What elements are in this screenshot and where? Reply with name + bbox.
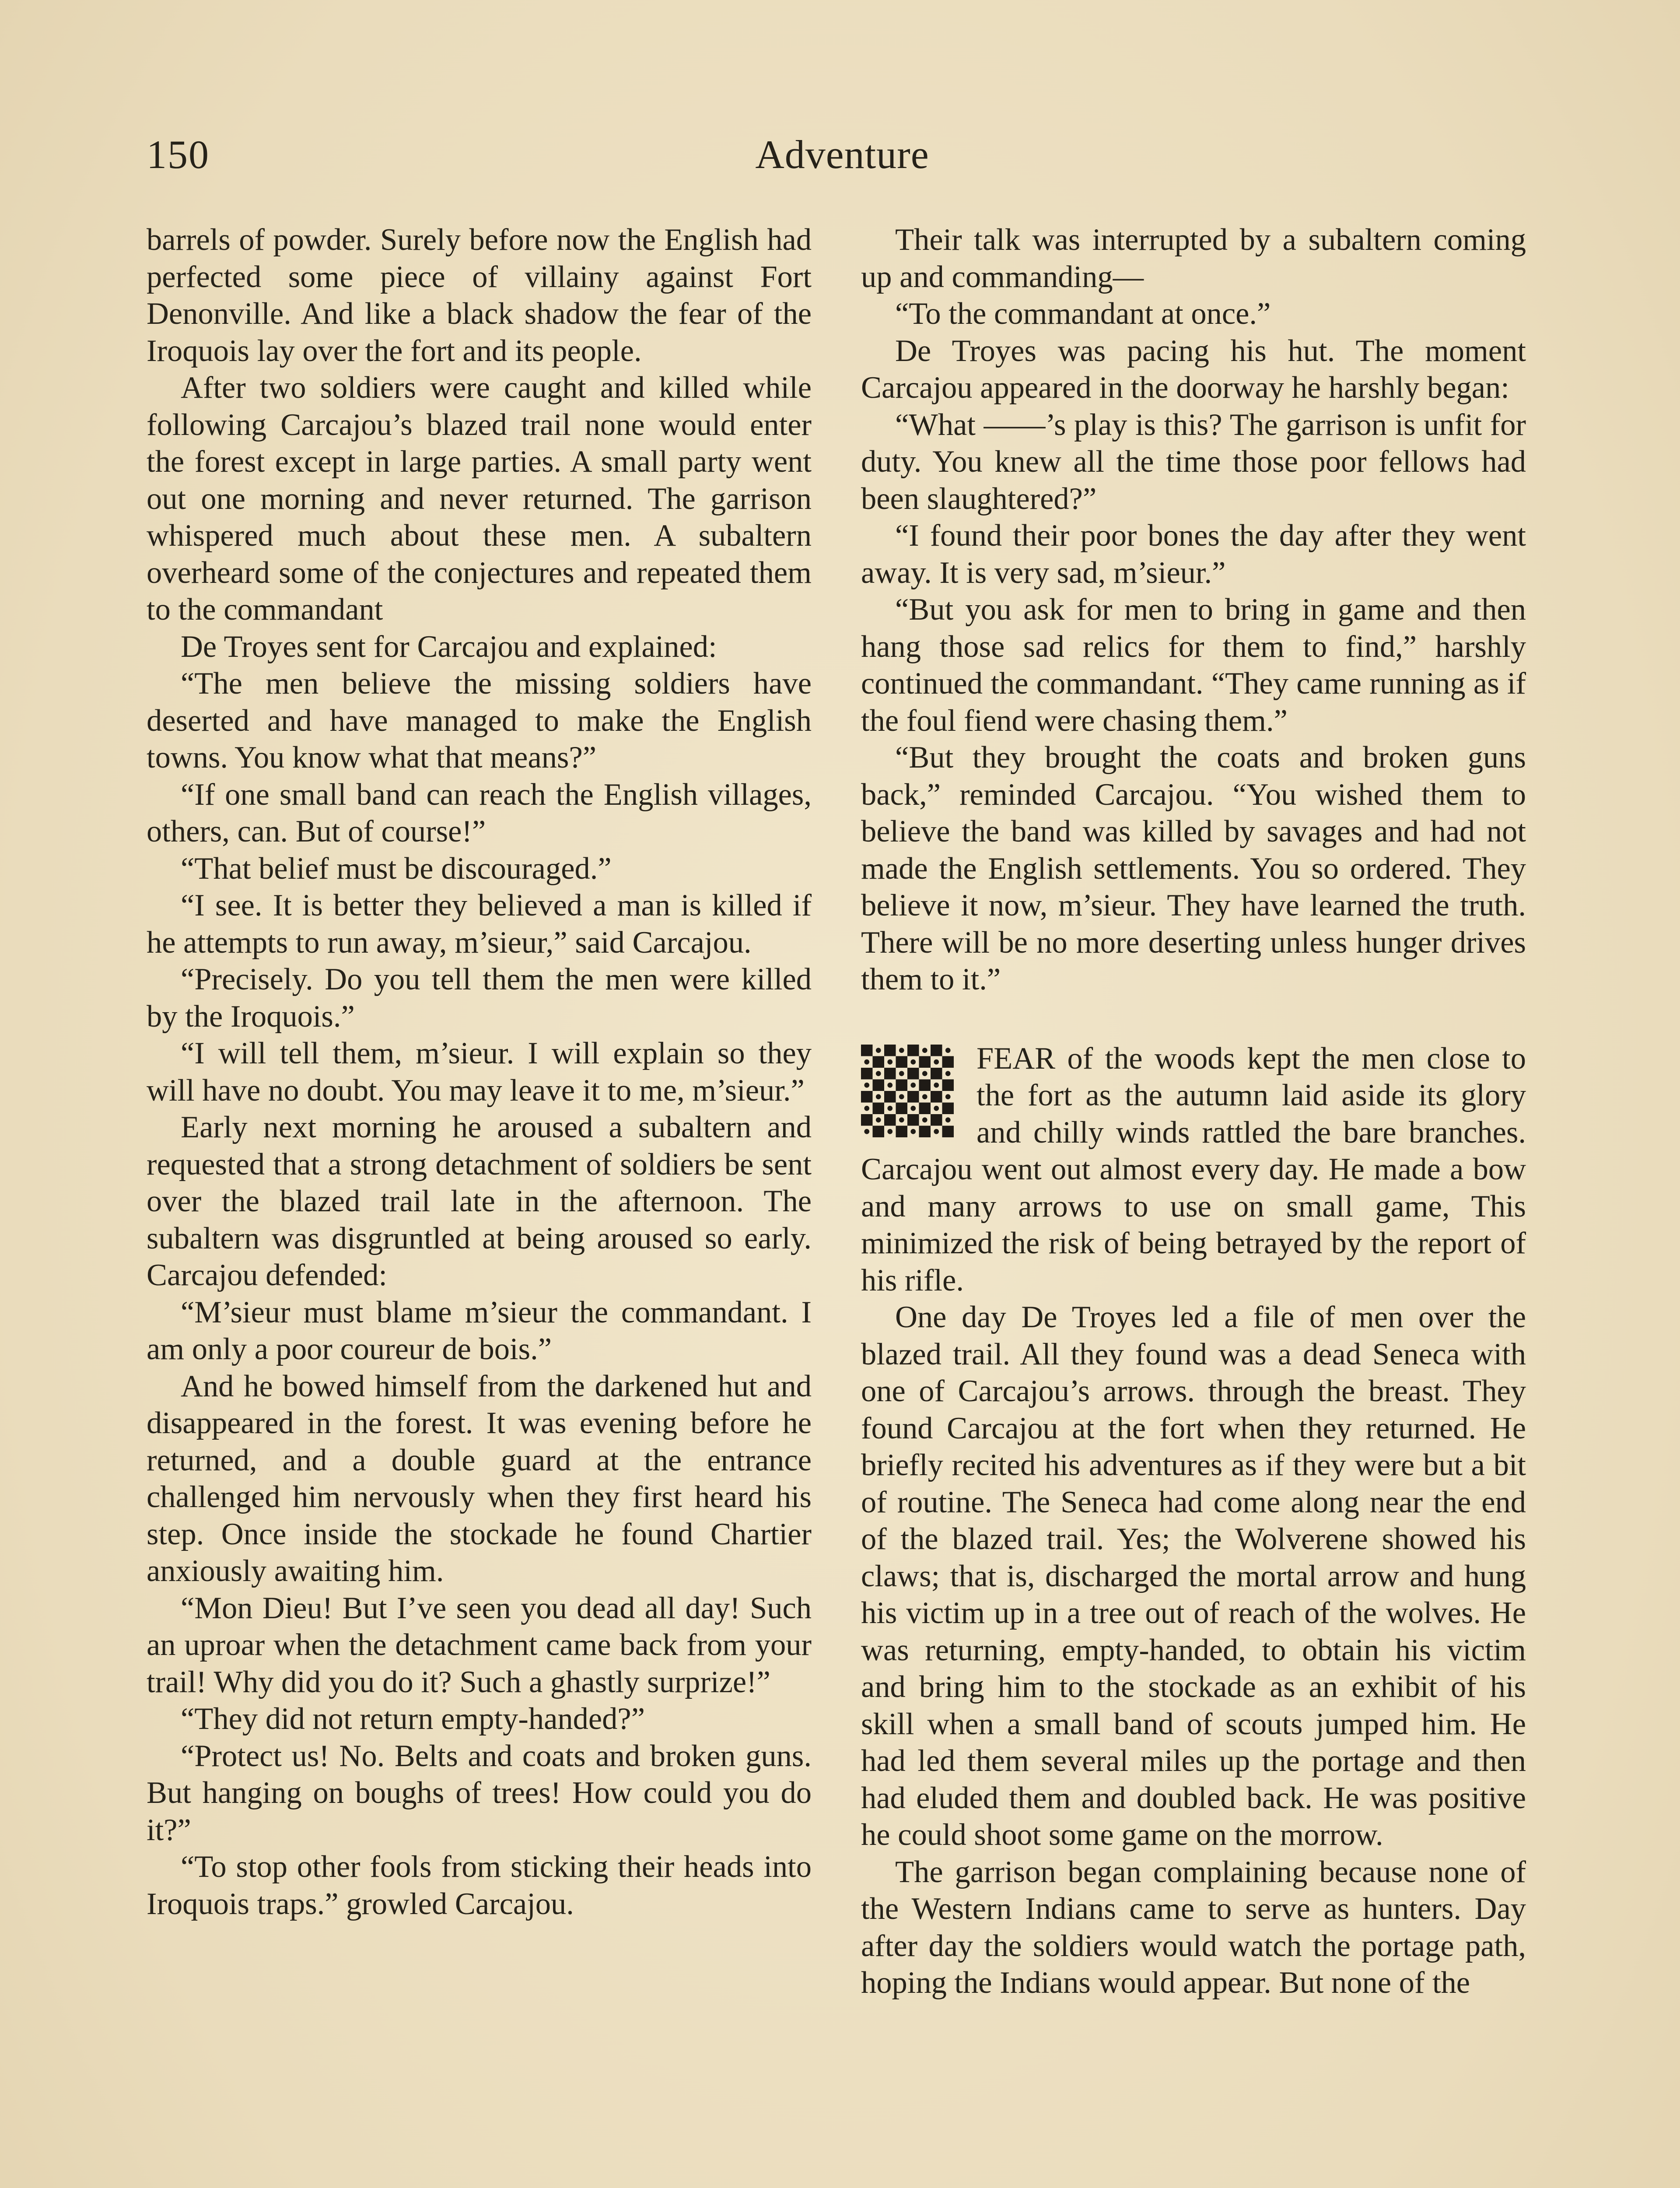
paragraph-text: barrels of powder. Surely before now the English had perfected some piece of villainy against Fort Denonville. And like a black shadow the fear of the Iroquois lay over the fort and its people. [147,223,812,368]
page-number: 150 [147,132,210,177]
paragraph-text: Their talk was interrupted by a subaltern coming up and commanding— [861,223,1526,294]
paragraph [147,628,812,666]
checkered-drop-cap-ornament-icon [861,1045,954,1137]
paragraph-text: “What ——’s play is this? The garrison is unfit for duty. You knew all the time those poor fellows had been slaughtered?” [861,407,1526,516]
paragraph-text: The garrison began complaining because none of the Western Indians came to serve as hunters. Day after day the soldiers would watch the portage path, hoping the Indians would appear. But none of the [861,1855,1526,2000]
paragraph-text: “If one small band can reach the English villages, others, can. But of course!” [147,777,812,849]
paragraph-text: FEAR of the woods kept the men close to the fort as the autumn laid aside its glory and chilly winds rattled the bare branches. Carcajou went out almost every day. He made a bow and many arrows to use on small game, This minimized the risk of being betrayed by the report of his rifle. [861,1041,1526,1297]
paragraph [147,1590,812,1701]
paragraph [147,850,812,887]
paragraph [861,333,1526,407]
paragraph [861,1299,1526,1854]
paragraph [147,221,812,369]
paragraph [147,1848,812,1922]
paragraph-text: After two soldiers were caught and killed while following Carcajou’s blazed trail none would enter the forest except in large parties. A small party went out one morning and never returned. The garrison whispered much about these men. A subaltern overheard some of the conjectures and repeated them to the commandant [147,371,812,627]
paragraph [147,1368,812,1590]
paragraph [861,1040,1526,1299]
paragraph [861,221,1526,295]
paragraph-text: “I see. It is better they believed a man is killed if he attempts to run away, m’sieur,” said Carcajou. [147,888,812,960]
right-text-column [861,221,1526,2002]
paragraph [147,1738,812,1849]
paragraph-text: One day De Troyes led a file of men over the blazed trail. All they found was a dead Seneca with one of Carcajou’s arrows. through the breast. They found Carcajou at the fort when they returned. He briefly recited his adventures as if they were but a bit of routine. The Seneca had come along near the end of the blazed trail. Yes; the Wolverene showed his claws; that is, discharged the mortal arrow and hung his victim up in a tree out of reach of the wolves. He was returning, empty-handed, to obtain his victim and bring him to the stockade as an exhibit of his skill when a small band of scouts jumped him. He had led them several miles up the portage and then had eluded them and doubled back. He was positive he could shoot some game on the morrow. [861,1300,1526,1852]
paragraph-text: And he bowed himself from the darkened hut and disappeared in the forest. It was evening before he returned, and a double guard at the entrance challenged him nervously when they first heard his step. Once inside the stockade he found Chartier anxiously awaiting him. [147,1369,812,1588]
paragraph [147,961,812,1035]
paragraph-text: “To stop other fools from sticking their heads into Iroquois traps.” growled Carcajou. [147,1850,812,1921]
paragraph [147,1294,812,1368]
paragraph [861,591,1526,739]
paragraph-text: Early next morning he aroused a subaltern and requested that a strong detachment of soldiers be sent over the blazed trail late in the afternoon. The subaltern was disgruntled at being aroused so early. Carcajou defended: [147,1110,812,1292]
paragraph [147,887,812,961]
paragraph-text: De Troyes sent for Carcajou and explained: [181,629,717,664]
paragraph [861,517,1526,591]
running-title: Adventure [755,132,929,177]
paragraph-text: “I found their poor bones the day after they went away. It is very sad, m’sieur.” [861,519,1526,590]
paragraph [147,665,812,776]
paragraph [861,739,1526,998]
paragraph [147,369,812,628]
paragraph-text: “M’sieur must blame m’sieur the commandant. I am only a poor coureur de bois.” [147,1295,812,1366]
paragraph-text: “That belief must be discouraged.” [181,851,612,886]
paragraph-text: “To the commandant at once.” [895,297,1271,331]
paragraph-text: “But you ask for men to bring in game and then hang those sad relics for them to find,” harshly continued the commandant. “They came running as if the foul fiend were chasing them.” [861,593,1526,738]
paragraph-text: De Troyes was pacing his hut. The moment Carcajou appeared in the doorway he harshly began: [861,333,1526,405]
paragraph [147,776,812,850]
page-header [147,131,1538,188]
paragraph-text: “They did not return empty-handed?” [181,1702,645,1736]
paragraph [861,407,1526,518]
paragraph [147,1109,812,1294]
paragraph-text: “I will tell them, m’sieur. I will explain so they will have no doubt. You may leave it to me, m’sieur.” [147,1036,812,1108]
paragraph-text: “Mon Dieu! But I’ve seen you dead all day! Such an uproar when the detachment came back from your trail! Why did you do it? Such a ghastly surprize!” [147,1591,812,1699]
paragraph-text: “The men believe the missing soldiers have deserted and have managed to make the English towns. You know what that means?” [147,666,812,775]
paragraph-text: “Precisely. Do you tell them the men were killed by the Iroquois.” [147,962,812,1034]
paragraph [861,295,1526,333]
paragraph-text: “But they brought the coats and broken guns back,” reminded Carcajou. “You wished them to believe the band was killed by savages and had not made the English settlements. You so ordered. They believe it now, m’sieur. They have learned the truth. There will be no more deserting unless hunger drives them to it.” [861,740,1526,996]
paragraph-text: “Protect us! No. Belts and coats and broken guns. But hanging on boughs of trees! How could you do it?” [147,1739,812,1847]
left-text-column [147,221,812,1922]
paragraph [147,1035,812,1109]
paragraph [861,1854,1526,2002]
paragraph [147,1701,812,1738]
